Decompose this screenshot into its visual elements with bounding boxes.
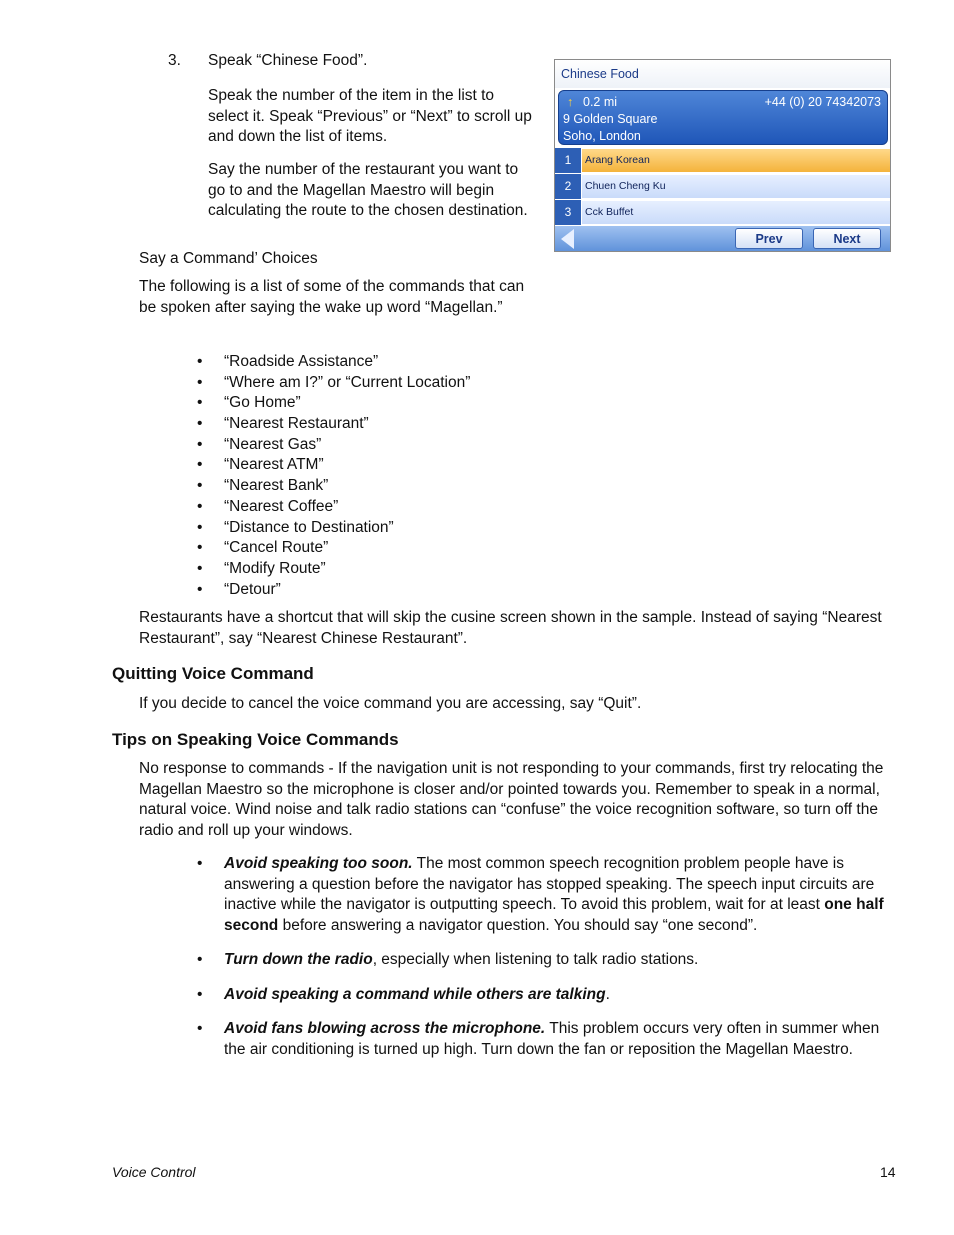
tip-item xyxy=(197,950,897,971)
tip-text: . xyxy=(605,985,610,1003)
result-name: Chuen Cheng Ku xyxy=(585,180,666,192)
quitting-text: If you decide to cancel the voice command you are accessing, say “Quit”. xyxy=(139,695,642,712)
command-item: • “Distance to Destination” xyxy=(197,518,470,539)
quitting-heading: Quitting Voice Command xyxy=(112,664,314,683)
command-item: • “Nearest Restaurant” xyxy=(197,414,470,435)
device-phone: +44 (0) 20 74342073 xyxy=(764,95,881,109)
tip-text: before answering a navigator question. You should say “one second”. xyxy=(278,916,758,934)
tip-emphasis: Turn down the radio xyxy=(224,951,373,968)
step-paragraph-1: Speak the number of the item in the list to select it. Speak “Previous” or “Next” to scroll up and down the list of items. xyxy=(208,87,532,145)
tip-text: The most common speech recognition problem people have is answering a question before the navigator has stopped speaking. The speech input circuits are inactive while the navigator is outputting speech. To avoid this problem, wait for at least xyxy=(224,855,875,913)
device-screenshot xyxy=(554,59,891,252)
command-item: • “Detour” xyxy=(197,580,470,601)
result-number: 3 xyxy=(555,200,581,225)
result-name: Arang Korean xyxy=(585,154,650,166)
result-name: Cck Buffet xyxy=(585,206,634,218)
device-address-line-1: 9 Golden Square xyxy=(563,112,658,126)
command-list xyxy=(197,352,470,600)
result-number: 1 xyxy=(555,148,581,173)
tips-list xyxy=(197,854,897,1074)
direction-arrow-icon: ↑ xyxy=(567,95,574,109)
tip-item xyxy=(197,854,897,936)
command-item: • “Go Home” xyxy=(197,393,470,414)
next-button[interactable]: Next xyxy=(813,228,881,249)
prev-button[interactable]: Prev xyxy=(735,228,803,249)
tip-text: , especially when listening to talk radio stations. xyxy=(372,951,699,968)
device-distance: 0.2 mi xyxy=(583,95,618,109)
restaurants-note: Restaurants have a shortcut that will skip the cusine screen shown in the sample. Instead of saying “Nearest Restaurant”, say “Nearest Chinese Restaurant”. xyxy=(139,609,882,647)
tip-emphasis: Avoid speaking too soon. xyxy=(224,855,413,872)
tips-heading: Tips on Speaking Voice Commands xyxy=(112,730,399,749)
command-item: • “Nearest Gas” xyxy=(197,435,470,456)
command-item: • “Nearest ATM” xyxy=(197,455,470,476)
say-command-heading: Say a Command’ Choices xyxy=(139,250,318,267)
command-item: • “Nearest Bank” xyxy=(197,476,470,497)
command-item: • “Nearest Coffee” xyxy=(197,497,470,518)
device-title: Chinese Food xyxy=(555,60,890,88)
step-paragraph-2: Say the number of the restaurant you want to go to and the Magellan Maestro will begin calculating the route to the chosen destination. xyxy=(208,161,528,219)
tip-item xyxy=(197,985,897,1006)
command-item: • “Roadside Assistance” xyxy=(197,352,470,373)
tip-text: This problem occurs very often in summer when the air conditioning is turned up high. Turn down the fan or reposition the Magellan Maestro. xyxy=(224,1020,880,1058)
footer-section: Voice Control xyxy=(112,1164,196,1180)
result-row[interactable] xyxy=(555,174,890,199)
command-item: • “Where am I?” or “Current Location” xyxy=(197,373,470,394)
device-bottom-bar xyxy=(555,226,890,252)
command-item: • “Cancel Route” xyxy=(197,538,470,559)
page-number: 14 xyxy=(880,1164,896,1180)
step-number: 3. xyxy=(168,52,181,69)
tip-item xyxy=(197,1019,897,1060)
commands-intro: The following is a list of some of the commands that can be spoken after saying the wake up word “Magellan.” xyxy=(139,278,525,316)
tip-emphasis: Avoid fans blowing across the microphone. xyxy=(224,1020,546,1037)
tips-intro: No response to commands - If the navigation unit is not responding to your commands, first try relocating the Magellan Maestro so the microphone is closer and/or pointed towards you. Remember to speak in a normal, natural voice. Wind noise and talk radio stations can “confuse” the voice recognition software, so turn off the radio and roll up your windows. xyxy=(139,760,884,839)
result-number: 2 xyxy=(555,174,581,199)
result-row[interactable] xyxy=(555,200,890,225)
device-info-panel xyxy=(558,90,888,145)
step-title: Speak “Chinese Food”. xyxy=(208,52,368,69)
back-arrow-icon[interactable] xyxy=(561,229,574,249)
device-address-line-2: Soho, London xyxy=(563,129,641,143)
tip-emphasis: Avoid speaking a command while others are talking xyxy=(224,985,606,1003)
command-item: • “Modify Route” xyxy=(197,559,470,580)
tip-bold: one half second xyxy=(224,896,884,934)
result-row[interactable] xyxy=(555,148,890,173)
